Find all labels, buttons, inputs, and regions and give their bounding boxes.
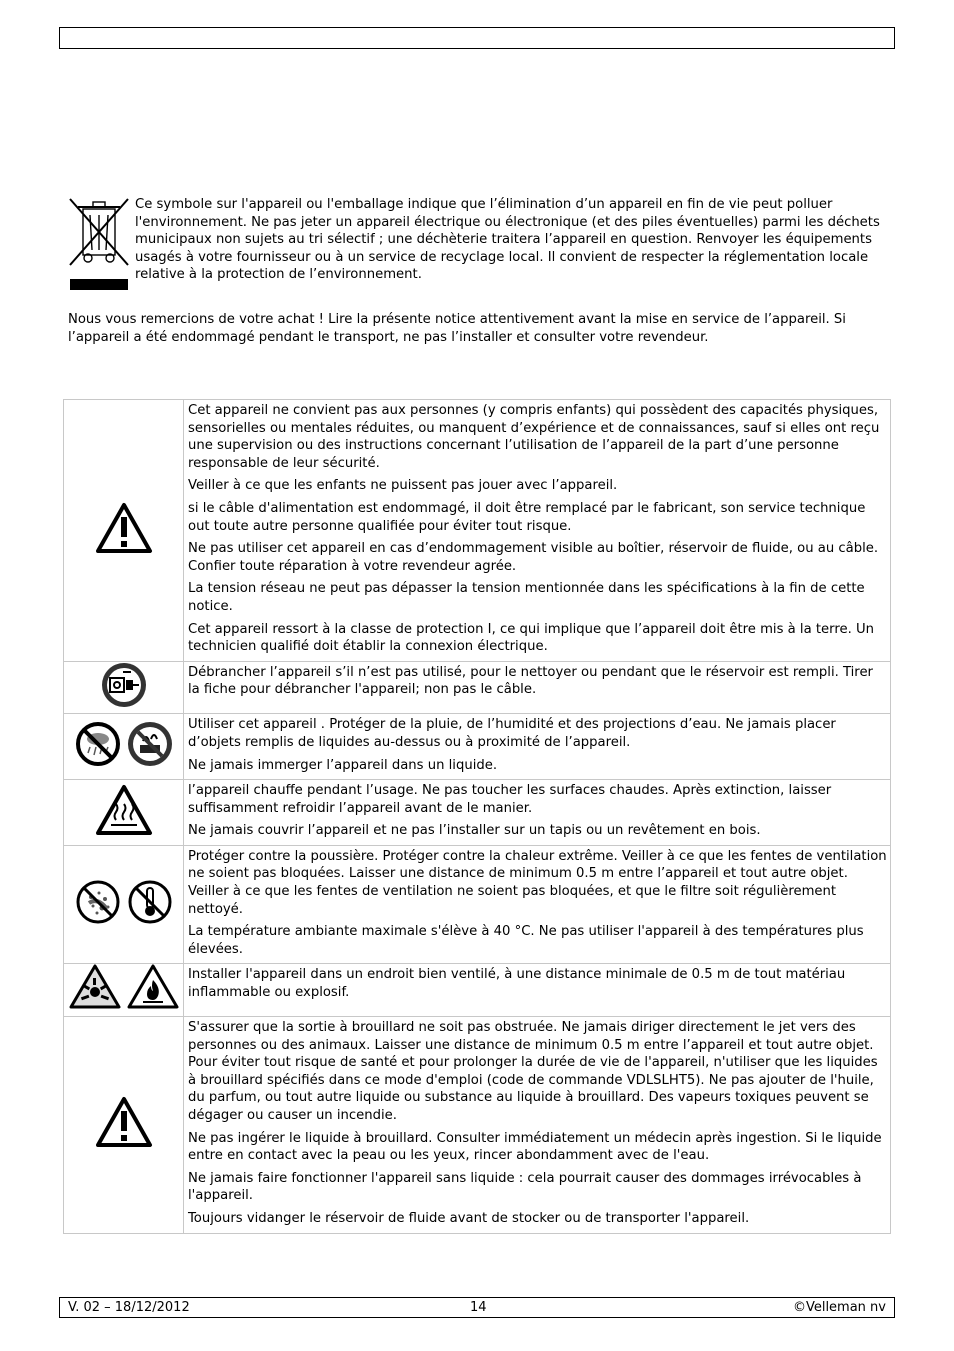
warning-triangle-icon xyxy=(95,1096,153,1154)
safety-paragraph: l’appareil chauffe pendant l’usage. Ne pas toucher les surfaces chaudes. Après extinction, laisser suffisamment refroidir l’appareil avant de le manier. xyxy=(188,783,832,816)
safety-icon-cell xyxy=(64,845,184,964)
safety-paragraph: Utiliser cet appareil . Protéger de la pluie, de l’humidité et des projections d’eau. Ne jamais placer d’objets remplis de liquides au-dessus ou à proximité de l’appareil. xyxy=(188,717,836,750)
safety-text-cell xyxy=(184,964,891,1017)
safety-row xyxy=(64,1017,891,1234)
no-dust-icon xyxy=(75,879,121,931)
flammable-warning-icon xyxy=(127,964,179,1016)
safety-text-cell xyxy=(184,714,891,780)
page-header-box xyxy=(59,27,895,49)
safety-paragraph: si le câble d'alimentation est endommagé, il doit être remplacé par le fabricant, son service technique out toute autre personne qualifiée pour éviter tout risque. xyxy=(188,500,866,534)
safety-paragraph: Ne jamais faire fonctionner l'appareil sans liquide : cela pourrait causer des dommages irrévocables à l'appareil. xyxy=(188,1170,862,1204)
safety-paragraph: La température ambiante maximale s'élève à 40 °C. Ne pas utiliser l'appareil à des températures plus élevées. xyxy=(188,924,864,957)
safety-text-cell xyxy=(184,780,891,846)
footer-copyright: ©Velleman nv xyxy=(792,1300,886,1315)
safety-paragraph: S'assurer que la sortie à brouillard ne soit pas obstruée. Ne jamais diriger directement le jet vers des personnes ou des animaux. Laisser une distance de minimum 0.5 m entre l’appareil et tout autre objet. Pour éviter tout risque de santé et pour prolonger la durée de vie de l'appareil, n'utiliser que les liquides à brouillard spécifiés dans ce mode d'emploi (code de commande VDLSLHT5). Ne pas ajouter de l'huile, du parfum, ou tout autre liquide ou substance au liquide à brouillard. Des vapeurs toxiques peuvent se dégager ou causer un incendie. xyxy=(188,1020,878,1123)
safety-icon-cell xyxy=(64,661,184,714)
intro-text: Nous vous remercions de votre achat ! Lire la présente notice attentivement avant la mise en service de l’appareil. Si l’appareil a été endommagé pendant le transport, ne pas l’installer et consulter votre revendeur. xyxy=(68,312,846,345)
safety-row xyxy=(64,661,891,714)
no-extreme-heat-icon xyxy=(127,879,173,931)
safety-row xyxy=(64,400,891,662)
safety-paragraph: Installer l'appareil dans un endroit bien ventilé, à une distance minimale de 0.5 m de tout matériau inflammable ou explosif. xyxy=(188,967,846,1001)
safety-instructions-table xyxy=(63,399,891,1234)
no-rain-icon xyxy=(75,721,121,773)
safety-text-cell xyxy=(184,661,891,714)
safety-row xyxy=(64,780,891,846)
warning-triangle-icon xyxy=(95,502,153,560)
safety-paragraph: Veiller à ce que les enfants ne puissent pas jouer avec l’appareil. xyxy=(188,478,618,494)
safety-row xyxy=(64,714,891,780)
safety-icon-cell xyxy=(64,400,184,662)
safety-paragraph: La tension réseau ne peut pas dépasser la tension mentionnée dans les spécifications à la fin de cette notice. xyxy=(188,581,865,614)
safety-text-cell xyxy=(184,1017,891,1234)
weee-disposal-text: Ce symbole sur l'appareil ou l'emballage indique que l’élimination d’un appareil en fin de vie peut polluer l'environnement. Ne pas jeter un appareil électrique ou électronique (et des piles éventuelles) parmi les déchets municipaux non sujets au tri sélectif ; une déchèterie traitera l’appareil en question. Renvoyer les équipements usagés à votre fournisseur ou à un service de recyclage local. Il convient de respecter la réglementation locale relative à la protection de l’environnement. xyxy=(135,197,880,283)
footer-page-number: 14 xyxy=(470,1300,487,1315)
safety-paragraph: Débrancher l’appareil s’il n’est pas utilisé, pour le nettoyer ou pendant que le réservoir est rempli. Tirer la fiche pour débrancher l'appareil; non pas le câble. xyxy=(188,664,873,698)
safety-icon-cell xyxy=(64,964,184,1017)
footer-version: V. 02 – 18/12/2012 xyxy=(68,1300,190,1315)
unplug-icon xyxy=(101,662,147,714)
safety-icon-cell xyxy=(64,780,184,846)
safety-paragraph: Ne jamais immerger l’appareil dans un liquide. xyxy=(188,757,498,773)
crossed-out-wheelie-bin-icon xyxy=(66,195,132,295)
safety-icon-cell xyxy=(64,714,184,780)
safety-row xyxy=(64,964,891,1017)
safety-icon-cell xyxy=(64,1017,184,1234)
safety-text-cell xyxy=(184,400,891,662)
safety-paragraph: Protéger contre la poussière. Protéger contre la chaleur extrême. Veiller à ce que les fentes de ventilation ne soient pas bloquées. Laisser une distance de minimum 0.5 m entre l’appareil et tout autre objet. Veiller à ce que les fentes de ventilation ne soient pas bloquées, et que le filtre soit régulièrement nettoyé. xyxy=(188,848,887,917)
safety-paragraph: Ne jamais couvrir l’appareil et ne pas l’installer sur un tapis ou un revêtement en bois. xyxy=(188,823,761,839)
explosive-warning-icon xyxy=(69,964,121,1016)
safety-paragraph: Toujours vidanger le réservoir de fluide avant de stocker ou de transporter l'appareil. xyxy=(188,1210,750,1226)
safety-text-cell xyxy=(184,845,891,964)
page-footer xyxy=(59,1297,895,1318)
safety-paragraph: Ne pas utiliser cet appareil en cas d’endommagement visible au boîtier, réservoir de fluide, ou au câble. Confier toute réparation à votre revendeur agrée. xyxy=(188,541,879,574)
safety-paragraph: Ne pas ingérer le liquide à brouillard. Consulter immédiatement un médecin après ingestion. Si le liquide entre en contact avec la peau ou les yeux, rincer abondamment avec de l'eau. xyxy=(188,1130,882,1164)
no-water-splash-icon xyxy=(127,721,173,773)
hot-surface-icon xyxy=(95,784,153,842)
safety-paragraph: Cet appareil ne convient pas aux personnes (y compris enfants) qui possèdent des capacités physiques, sensorielles ou mentales réduites, ou manquent d’expérience et de connaissances, sauf si elles ont reçu une supervision ou des instructions concernant l’utilisation de l’appareil de la part d’une personne responsable de leur sécurité. xyxy=(188,403,880,471)
safety-row xyxy=(64,845,891,964)
safety-paragraph: Cet appareil ressort à la classe de protection I, ce qui implique que l’appareil doit être mis à la terre. Un technicien qualifié doit établir la connexion électrique. xyxy=(188,621,874,655)
